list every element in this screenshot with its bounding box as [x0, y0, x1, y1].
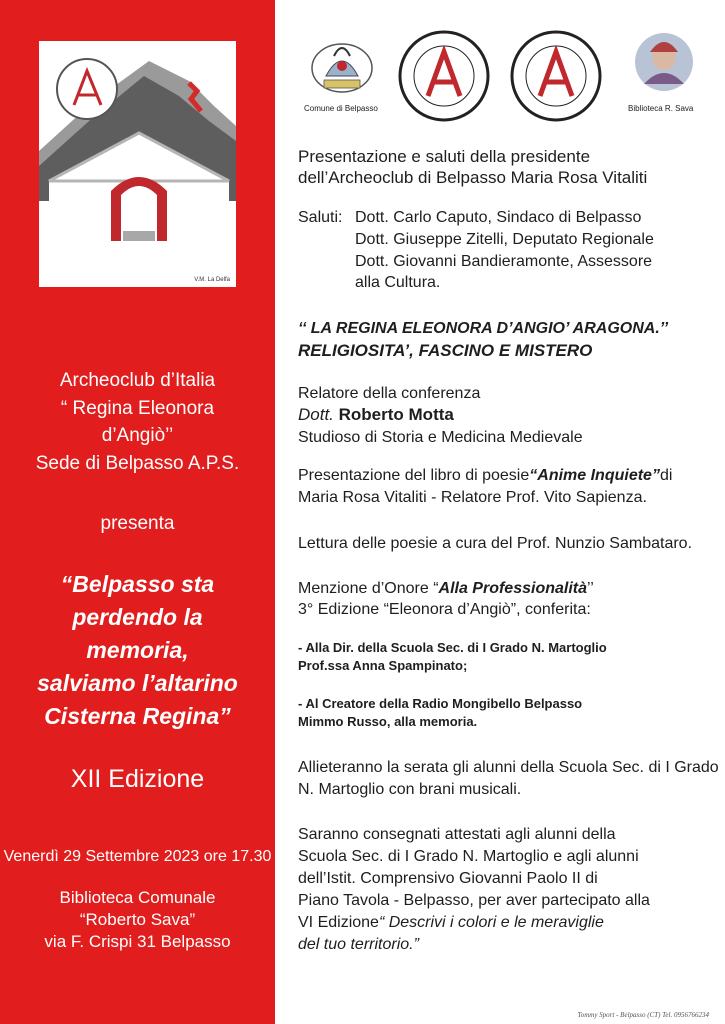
relatore-description: Studioso di Storia e Medicina Medievale [298, 429, 583, 446]
menzione-title: Alla Professionalità [438, 580, 588, 597]
conference-title-line-1: ‘‘ LA REGINA ELEONORA D’ANGIO’ ARAGONA.’’ [298, 320, 669, 337]
allieteranno-line-2: N. Martoglio con brani musicali. [298, 781, 522, 798]
printer-footer: Tommy Sport - Belpasso (CT) Tel. 0956766234 [577, 1011, 709, 1019]
volcano-arch-logo-image [39, 41, 236, 287]
event-title-line-3: memoria, [86, 637, 189, 663]
event-title-line-2: perdendo la [72, 604, 203, 630]
relatore-title: Dott. [298, 405, 334, 424]
saluti-label: Saluti: [298, 209, 343, 226]
libro-line-2: Maria Rosa Vitaliti - Relatore Prof. Vito Sapienza. [298, 489, 647, 506]
attestati-contest-title-end: del tuo territorio.” [298, 936, 419, 953]
attestati-line-4: Piano Tavola - Belpasso, per aver partecipato alla [298, 892, 650, 909]
presentation-line-1: Presentazione e saluti della presidente [298, 147, 591, 166]
attestati-contest-title: “ Descrivi i colori e le meraviglie [378, 914, 604, 931]
attestati-line-1: Saranno consegnati attestati agli alunni della [298, 826, 616, 843]
menzione-line-1 [298, 578, 594, 599]
comune-belpasso-crest-icon [306, 36, 378, 98]
award-2-line-2: Mimmo Russo, alla memoria. [298, 714, 478, 729]
allieteranno-line-1: Allieteranno la serata gli alunni della Scuola Sec. di I Grado [298, 759, 719, 776]
menzione-line-2: 3° Edizione “Eleonora d’Angiò”, conferita: [298, 601, 591, 618]
award-1-line-1: - Alla Dir. della Scuola Sec. di I Grado N. Martoglio [298, 640, 607, 655]
club-sede: Sede di Belpasso A.P.S. [35, 453, 240, 474]
saluti-4: alla Cultura. [355, 274, 441, 291]
venue-line-3: via F. Crispi 31 Belpasso [44, 932, 231, 951]
libro-line-1 [298, 465, 672, 486]
award-2-line-1: - Al Creatore della Radio Mongibello Belpasso [298, 696, 583, 711]
club-subtitle-1: “ Regina Eleonora [60, 398, 215, 419]
venue-line-1: Biblioteca Comunale [59, 888, 216, 907]
event-title-line-5: Cisterna Regina” [44, 703, 231, 729]
conference-title-line-2: RELIGIOSITA’, FASCINO E MISTERO [298, 341, 593, 360]
sponsor-logos-row [298, 32, 708, 112]
event-title-line-4: salviamo l’altarino [37, 670, 238, 696]
relatore-name: Roberto Motta [338, 405, 454, 424]
comune-caption: Comune di Belpasso [304, 104, 378, 113]
biblioteca-caption: Biblioteca R. Sava [628, 104, 694, 113]
saluti-1: Dott. Carlo Caputo, Sindaco di Belpasso [355, 209, 642, 226]
award-1-line-2: Prof.ssa Anna Spampinato; [298, 658, 468, 673]
archeoclub-belpasso-emblem-icon [396, 28, 492, 124]
logo-author-caption: V.M. La Delfa [194, 277, 230, 283]
relatore-label: Relatore della conferenza [298, 385, 481, 402]
presenta-label: presenta [100, 513, 175, 534]
attestati-line-3: dell’Istit. Comprensivo Giovanni Paolo II di [298, 870, 598, 887]
libro-title: “Anime Inquiete” [529, 467, 660, 484]
venue-line-2: “Roberto Sava” [79, 910, 196, 929]
attestati-edition: VI Edizione [298, 914, 379, 931]
presentation-line-2: dell’Archeoclub di Belpasso Maria Rosa Vitaliti [298, 168, 648, 187]
attestati-line-5 [298, 912, 604, 933]
menzione-pre: Menzione d’Onore “ [298, 580, 439, 597]
event-date: Venerdì 29 Settembre 2023 ore 17.30 [3, 848, 272, 865]
libro-pre: Presentazione del libro di poesie [298, 467, 530, 484]
relatore-name-line [298, 404, 454, 426]
menzione-post: ’’ [587, 580, 594, 597]
left-red-panel [0, 0, 275, 1024]
club-subtitle-2: d’Angiò’’ [101, 425, 174, 446]
biblioteca-portrait-icon [634, 32, 694, 92]
saluti-2: Dott. Giuseppe Zitelli, Deputato Regionale [355, 231, 654, 248]
attestati-line-2: Scuola Sec. di I Grado N. Martoglio e agli alunni [298, 848, 639, 865]
event-title-line-1: “Belpasso sta [60, 571, 215, 597]
archeoclub-belpasso-logo [39, 41, 236, 287]
saluti-3: Dott. Giovanni Bandieramonte, Assessore [355, 253, 653, 270]
club-name: Archeoclub d’Italia [59, 370, 216, 391]
archeoclub-aps-emblem-icon [508, 28, 604, 124]
attestati-line-6 [298, 934, 419, 955]
libro-post: di [659, 467, 673, 484]
lettura-line: Lettura delle poesie a cura del Prof. Nunzio Sambataro. [298, 535, 693, 552]
edition-label: XII Edizione [70, 765, 205, 793]
